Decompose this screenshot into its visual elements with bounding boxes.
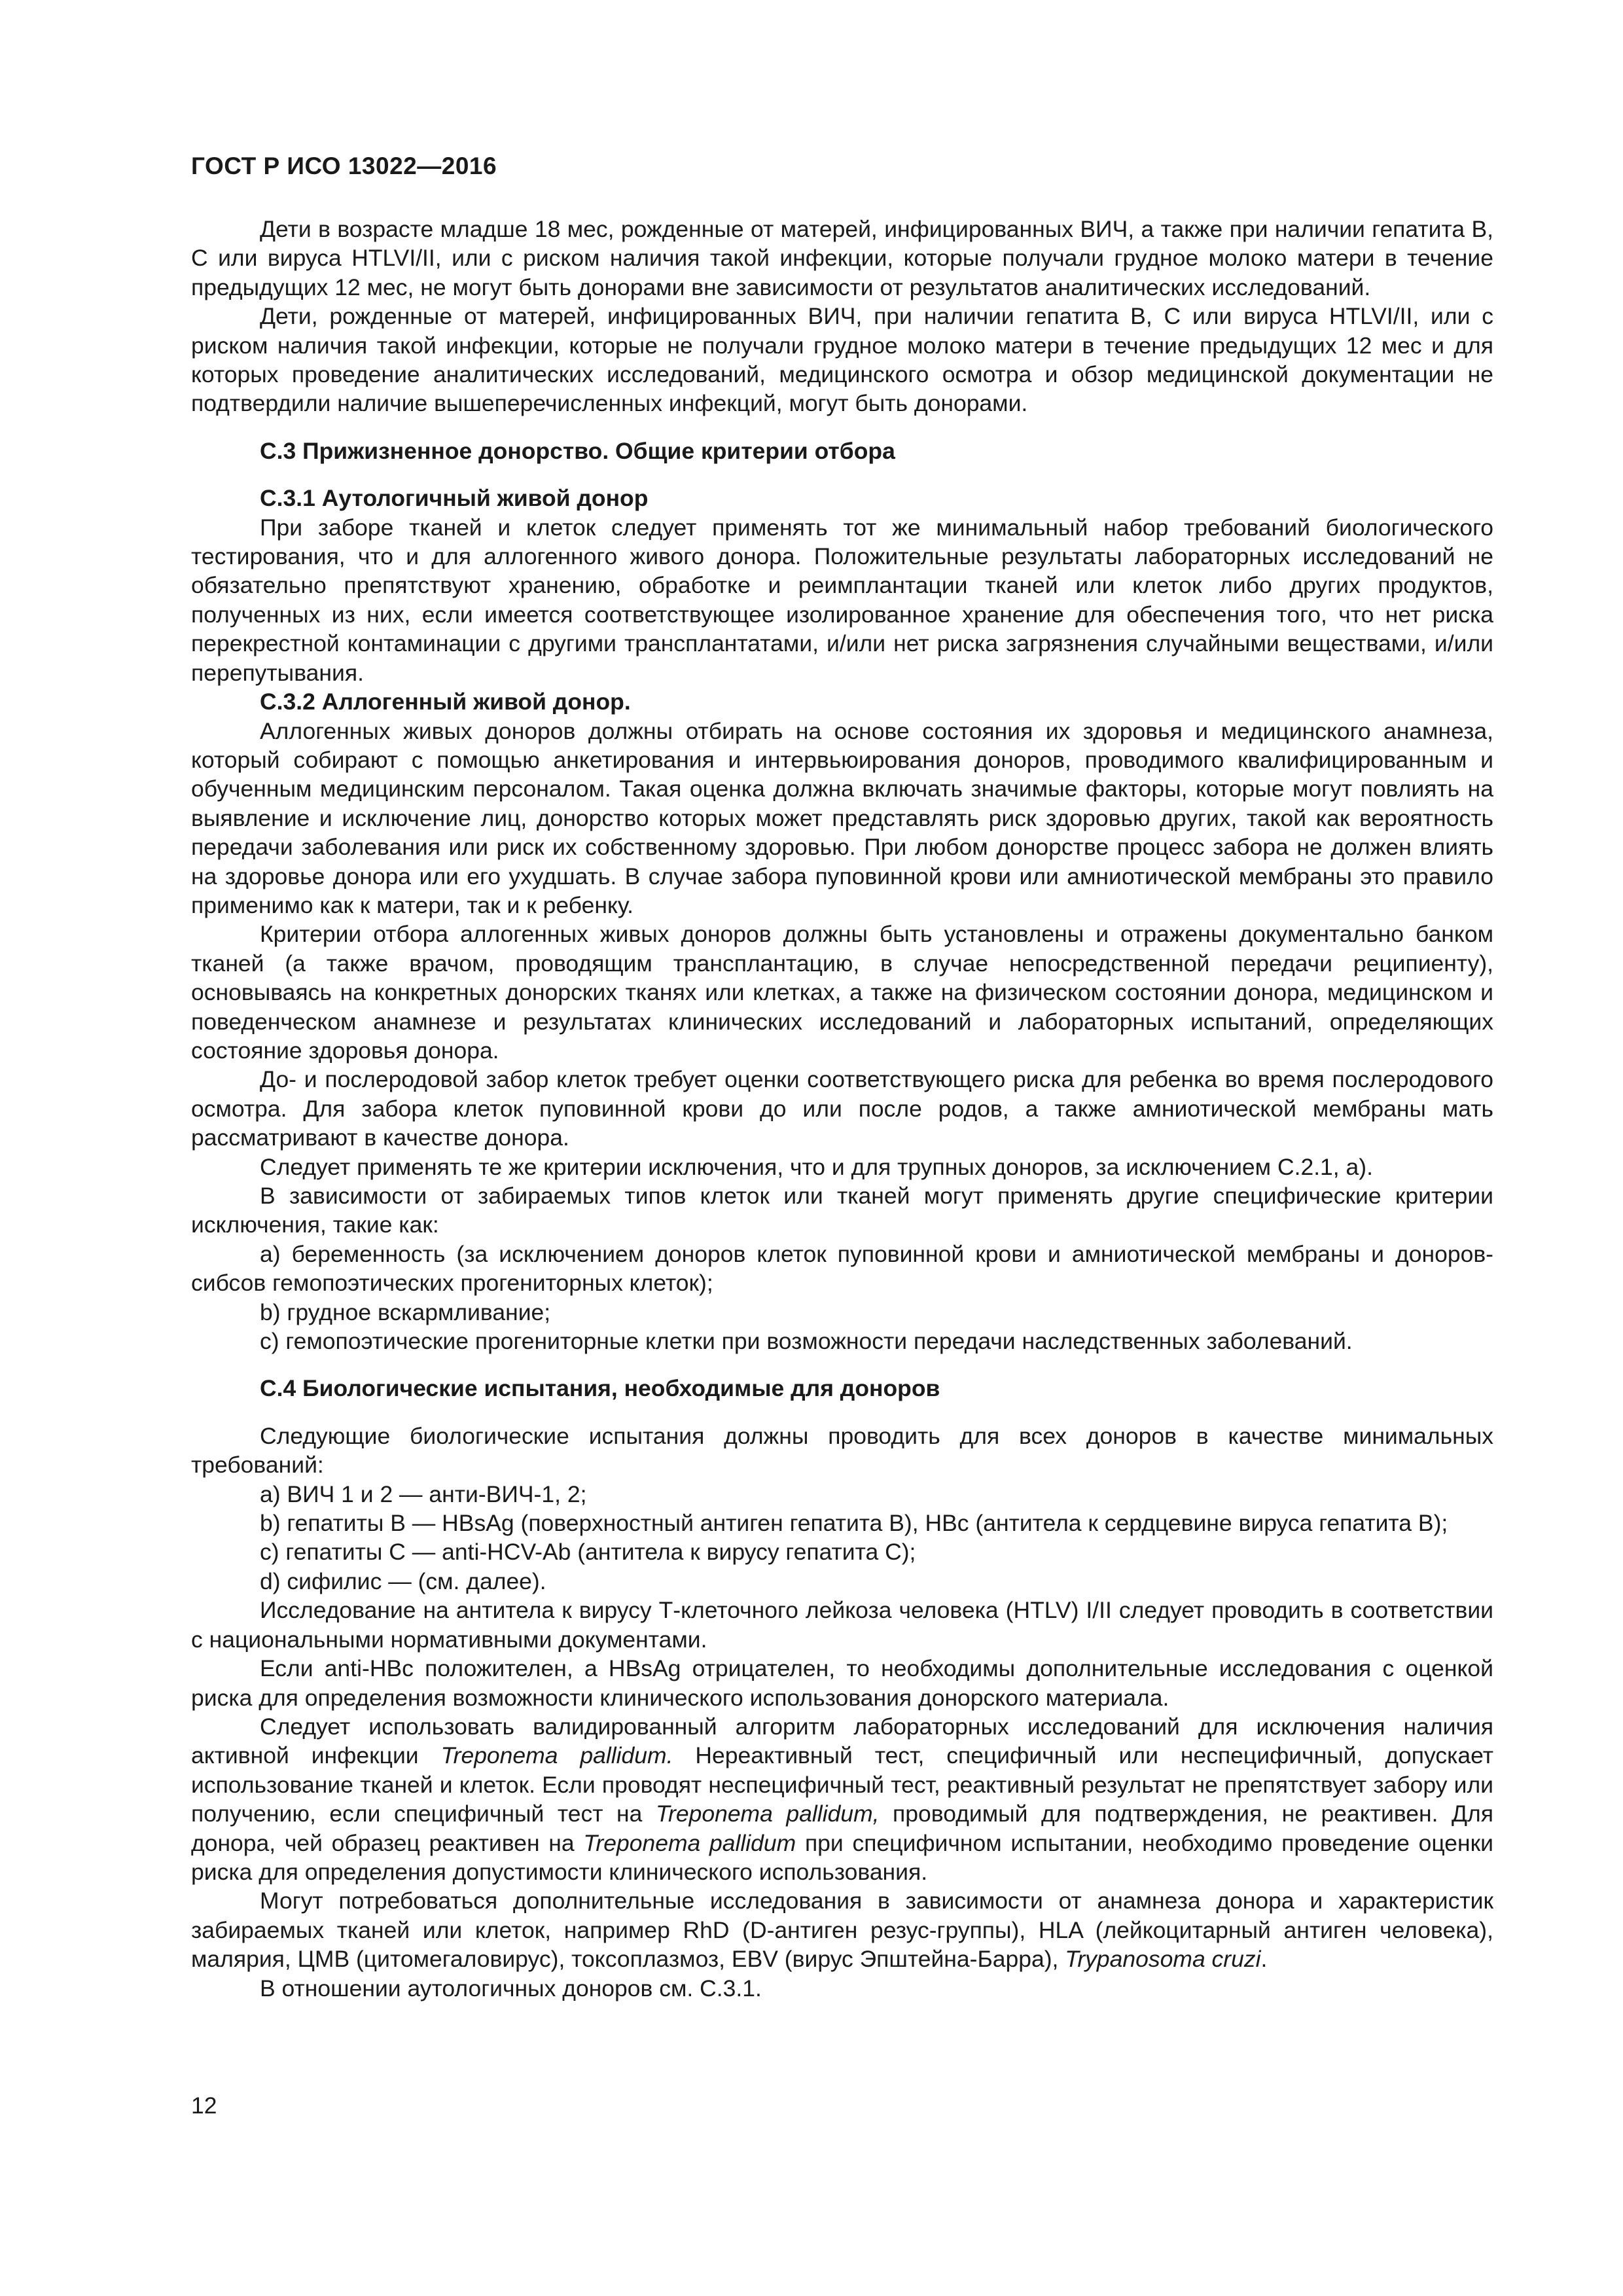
section-c32-paragraph-5: В зависимости от забираемых типов клеток или тканей могут применять другие специфические критерии исключения, такие как:	[191, 1183, 1493, 1238]
list-item: с) гемопоэтические прогениторные клетки при возможности передачи наследственных заболеваний.	[260, 1328, 1353, 1355]
section-c32-paragraph-3: До- и послеродовой забор клеток требует оценки соответствующего риска для ребенка во время послеродового осмотра. Для забора клеток пуповинной крови до или после родов, а также амниотической мембраны мать рассматривают в качестве донора.	[191, 1066, 1493, 1151]
section-c31-heading: С.3.1 Аутологичный живой донор	[260, 485, 649, 512]
section-c4-paragraph-1: Следующие биологические испытания должны проводить для всех доноров в качестве минимальных требований:	[191, 1422, 1493, 1479]
section-c32-paragraph-2: Критерии отбора аллогенных живых доноров должны быть установлены и отражены документально банком тканей (а также врачом, проводящим трансплантацию, в случае непосредственной передачи реципиенту), основываясь на конкретных донорских тканях или клетках, а также на физическом состоянии донора, медицинском и поведенческом анамнезе и результатах клинических исследований и лабораторных испытаний, определяющих состояние здоровья донора.	[191, 921, 1493, 1064]
section-c4-paragraph-3: Если anti-HBc положителен, а HBsAg отрицателен, то необходимы дополнительные исследования с оценкой риска для определения возможности клинического использования донорского материала.	[191, 1655, 1493, 1711]
section-c4-heading: С.4 Биологические испытания, необходимые для доноров	[260, 1375, 940, 1402]
list-item: а) ВИЧ 1 и 2 — анти-ВИЧ-1, 2;	[260, 1480, 587, 1507]
section-c32-heading: С.3.2 Аллогенный живой донор.	[260, 689, 631, 715]
document-body	[191, 215, 1493, 2003]
document-page	[191, 151, 1493, 2003]
section-c31-paragraph-1: При заборе тканей и клеток следует применять тот же минимальный набор требований биологического тестирования, что и для аллогенного живого донора. Положительные результаты лабораторных исследований не обязательно препятствуют хранению, обработке и реимплантации тканей или клеток либо других продуктов, полученных из них, если имеется соответствующее изолированное хранение для обеспечения того, что нет риска перекрестной контаминации с другими трансплантатами, и/или нет риска загрязнения случайными веществами, и/или перепутывания.	[191, 514, 1493, 686]
section-c32-paragraph-4: Следует применять те же критерии исключения, что и для трупных доноров, за исключением С.2.1, а).	[260, 1153, 1373, 1180]
list-item: d) сифилис — (см. далее).	[260, 1568, 546, 1594]
page-number: 12	[191, 2092, 217, 2119]
section-c4-paragraph-2: Исследование на антитела к вирусу Т-клеточного лейкоза человека (HTLV) I/II следует проводить в соответствии с национальными нормативными документами.	[191, 1597, 1493, 1653]
paragraph-text: Могут потребоваться дополнительные исследования в зависимости от анамнеза донора и характеристик забираемых тканей или клеток, например RhD (D-антиген резус-группы), HLA (лейкоцитарный антиген человека), малярия, ЦМВ (цитомегаловирус), токсоплазмоз, EBV (вирус Эпштейна-Барра),	[191, 1888, 1493, 1973]
section-c4-paragraph-6: В отношении аутологичных доноров см. С.3.1.	[260, 1975, 762, 2001]
paragraph-text: при специфичном испытании, необходимо проведение оценки риска для определения допустимости клинического использования.	[191, 1829, 1493, 1885]
list-item: b) гепатиты В — HBsAg (поверхностный антиген гепатита В), НВс (антитела к сердцевине вируса гепатита В);	[260, 1510, 1448, 1537]
species-name: Treponema pallidum.	[440, 1742, 673, 1769]
list-item: а) беременность (за исключением доноров клеток пуповинной крови и амниотической мембраны и доноров-сибсов гемопоэтических прогениторных клеток);	[191, 1240, 1493, 1297]
species-name: Treponema pallidum,	[655, 1801, 880, 1827]
paragraph-text: проводимый для подтверждения, не реактивен. Для донора, чей образец реактивен на	[191, 1801, 1493, 1856]
list-item: b) грудное вскармливание;	[260, 1299, 551, 1325]
section-c3-heading: С.3 Прижизненное донорство. Общие критерии отбора	[260, 437, 895, 464]
paragraph-text: .	[1260, 1946, 1268, 1973]
section-c4-paragraph-4	[191, 1712, 1493, 1886]
intro-paragraph-1: Дети в возрасте младше 18 мес, рожденные от матерей, инфицированных ВИЧ, а также при наличии гепатита В, С или вируса HTLVI/II, или с риском наличия такой инфекции, которые получали грудное молоко матери в течение предыдущих 12 мес, не могут быть донорами вне зависимости от результатов аналитических исследований.	[191, 216, 1493, 300]
paragraph-text: Нереактивный тест, специфичный или неспецифичный, допускает использование тканей и клеток. Если проводят неспецифичный тест, реактивный результат не препятствует забору или получению, если специфичный тест на	[191, 1742, 1494, 1827]
document-header: ГОСТ Р ИСО 13022—2016	[191, 152, 497, 179]
species-name: Treponema pallidum	[583, 1829, 796, 1856]
section-c4-paragraph-5	[191, 1886, 1493, 1973]
list-item: с) гепатиты С — anti-HCV-Ab (антитела к вирусу гепатита С);	[260, 1539, 916, 1566]
species-name: Trypanosoma cruzi	[1065, 1946, 1261, 1973]
section-c32-paragraph-1: Аллогенных живых доноров должны отбирать на основе состояния их здоровья и медицинского анамнеза, который собирают с помощью анкетирования и интервьюирования доноров, проводимого квалифицированным и обученным медицинским персоналом. Такая оценка должна включать значимые факторы, которые могут повлиять на выявление и исключение лиц, донорство которых может представлять риск здоровью других, такой как вероятность передачи заболевания или риск их собственному здоровью. При любом донорстве процесс забора не должен влиять на здоровье донора или его ухудшать. В случае забора пуповинной крови или амниотической мембраны это правило применимо как к матери, так и к ребенку.	[191, 717, 1493, 918]
paragraph-text: Следует использовать валидированный алгоритм лабораторных исследований для исключения наличия активной инфекции	[191, 1713, 1493, 1769]
intro-paragraph-2: Дети, рожденные от матерей, инфицированных ВИЧ, при наличии гепатита В, С или вируса HTLVI/II, или с риском наличия такой инфекции, которые не получали грудное молоко матери в течение предыдущих 12 мес и для которых проведение аналитических исследований, медицинского осмотра и обзор медицинской документации не подтвердили наличие вышеперечисленных инфекций, могут быть донорами.	[191, 303, 1493, 417]
